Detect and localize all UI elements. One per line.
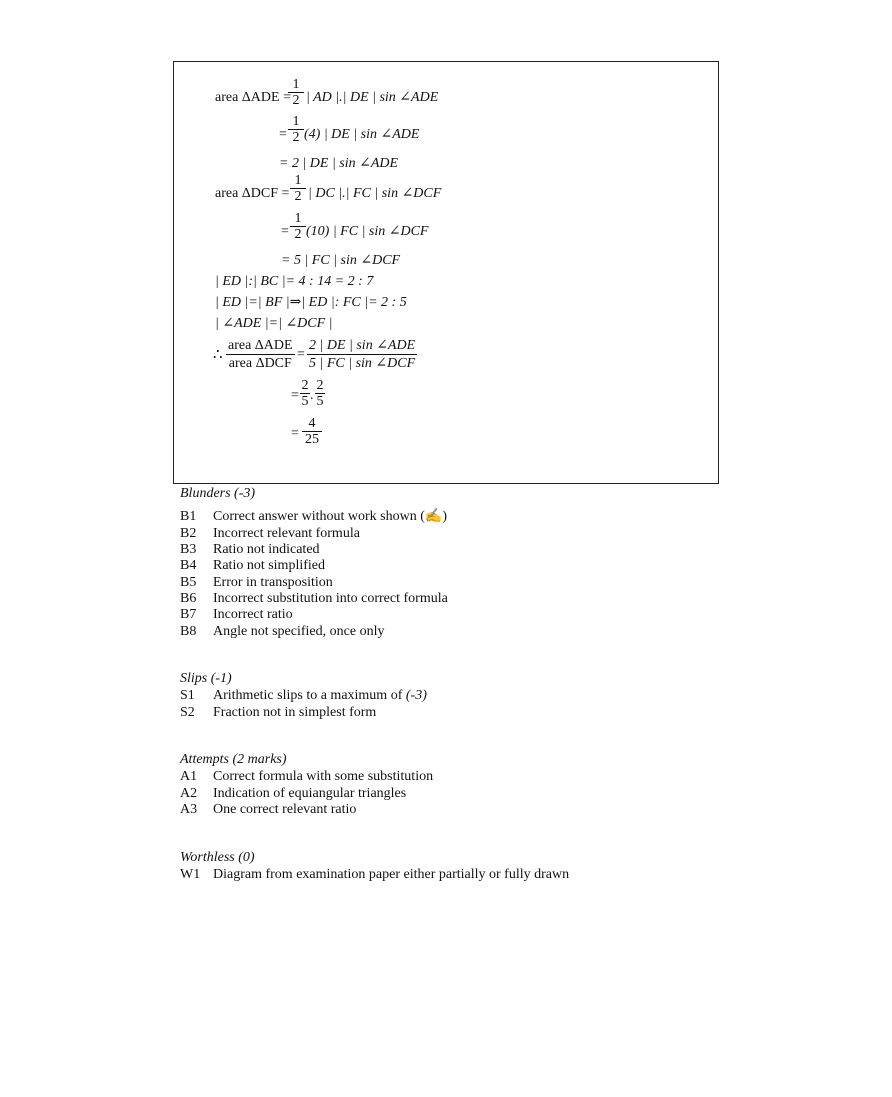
fraction-two-fifths xyxy=(300,378,310,409)
equals-sign: = xyxy=(297,347,305,362)
line-ratio-ed-fc: | ED |=| BF |⇒| ED |: FC |= 2 : 5 xyxy=(215,295,407,310)
item-text: Incorrect ratio xyxy=(213,607,293,622)
expression-ratio-den: 5 | FC | sin ∠DCF xyxy=(309,356,416,371)
line-area-dcf-rhs: | DC |.| FC | sin ∠DCF xyxy=(308,186,442,201)
item-code: B6 xyxy=(180,591,197,606)
equals-sign: = xyxy=(291,426,299,441)
line-equal-angles: | ∠ADE |=| ∠DCF | xyxy=(215,316,333,331)
list-item xyxy=(180,509,447,525)
item-text: Ratio not simplified xyxy=(213,558,325,573)
item-text: Fraction not in simplest form xyxy=(213,705,377,720)
list-item xyxy=(180,607,293,623)
equals-sign: = xyxy=(291,388,299,403)
area-ratio-fraction xyxy=(226,337,295,372)
fraction-den: 2 xyxy=(288,129,304,145)
list-item xyxy=(180,575,333,591)
fraction-four-25ths xyxy=(302,416,322,447)
line-3: = 2 | DE | sin ∠ADE xyxy=(279,156,399,171)
list-item xyxy=(180,769,433,785)
line-5-rhs: (10) | FC | sin ∠DCF xyxy=(306,224,429,239)
attempts-heading: Attempts (2 marks) xyxy=(180,752,287,767)
fraction-half xyxy=(288,77,304,108)
fraction-den: 2 xyxy=(290,226,306,242)
expression-ratio-num: 2 | DE | sin ∠ADE xyxy=(309,338,416,353)
item-code: W1 xyxy=(180,867,201,882)
item-code: A1 xyxy=(180,769,198,784)
item-text: One correct relevant ratio xyxy=(213,802,357,817)
item-code: B8 xyxy=(180,624,197,639)
item-code: A3 xyxy=(180,802,198,817)
fraction-den: 5 xyxy=(301,394,309,409)
item-code: B5 xyxy=(180,575,197,590)
list-item xyxy=(180,786,406,802)
item-code: B4 xyxy=(180,558,197,573)
fraction-half xyxy=(288,114,304,145)
area-ratio-den: area ΔDCF xyxy=(228,356,292,371)
multiply-dot: . xyxy=(310,388,314,403)
line-area-dcf-lhs: area ΔDCF = xyxy=(215,186,290,201)
worthless-heading: Worthless (0) xyxy=(180,850,255,865)
item-text: Incorrect substitution into correct formula xyxy=(213,591,448,606)
blunders-heading: Blunders (-3) xyxy=(180,486,256,501)
item-text: Indication of equiangular triangles xyxy=(213,786,407,801)
fraction-den: 5 xyxy=(316,394,324,409)
item-text: Angle not specified, once only xyxy=(213,624,385,639)
expression-ratio-fraction xyxy=(307,337,417,372)
slips-heading: Slips (-1) xyxy=(180,671,232,686)
fraction-num: 2 xyxy=(316,378,324,393)
item-text: Error in transposition xyxy=(213,575,333,590)
solution-box xyxy=(173,61,719,484)
item-code: B7 xyxy=(180,607,197,622)
item-text: Arithmetic slips to a maximum of xyxy=(213,688,406,703)
fraction-den: 25 xyxy=(302,431,322,447)
item-code: S1 xyxy=(180,688,195,703)
fraction-den: 2 xyxy=(290,188,306,204)
line-area-ade-rhs: | AD |.| DE | sin ∠ADE xyxy=(306,90,439,105)
list-item xyxy=(180,705,376,721)
line-ratio-ed-bc: | ED |:| BC |= 4 : 14 = 2 : 7 xyxy=(215,274,374,289)
fraction-half xyxy=(290,211,306,242)
list-item xyxy=(180,591,448,607)
item-code: B2 xyxy=(180,526,197,541)
item-text: Correct formula with some substitution xyxy=(213,769,434,784)
item-code: S2 xyxy=(180,705,195,720)
item-text: Ratio not indicated xyxy=(213,542,320,557)
therefore-symbol: ∴ xyxy=(213,347,223,363)
line-area-ade-lhs: area ΔADE = xyxy=(215,90,291,105)
equals-sign: = xyxy=(281,224,289,239)
fraction-num: 1 xyxy=(292,114,300,129)
line-2-rhs: (4) | DE | sin ∠ADE xyxy=(304,127,420,142)
list-item xyxy=(180,526,360,542)
fraction-den: 2 xyxy=(288,92,304,108)
list-item xyxy=(180,558,325,574)
list-item xyxy=(180,688,427,704)
list-item xyxy=(180,542,320,558)
item-text: Incorrect relevant formula xyxy=(213,526,360,541)
line-6: = 5 | FC | sin ∠DCF xyxy=(281,253,401,268)
item-code: B3 xyxy=(180,542,197,557)
fraction-num: 1 xyxy=(294,211,302,226)
fraction-num: 1 xyxy=(292,77,300,92)
fraction-num: 1 xyxy=(294,173,302,188)
area-ratio-num: area ΔADE xyxy=(228,338,293,353)
list-item xyxy=(180,624,384,640)
fraction-num: 2 xyxy=(301,378,309,393)
list-item xyxy=(180,867,569,883)
equals-sign: = xyxy=(279,127,287,142)
list-item xyxy=(180,802,356,818)
fraction-num: 4 xyxy=(308,416,316,431)
item-text: Correct answer without work shown (✍) xyxy=(213,509,447,524)
item-code: B1 xyxy=(180,509,197,524)
fraction-half xyxy=(290,173,306,204)
fraction-two-fifths xyxy=(315,378,325,409)
item-suffix: (-3) xyxy=(405,688,427,703)
item-text: Diagram from examination paper either partially or fully drawn xyxy=(213,867,570,882)
item-code: A2 xyxy=(180,786,198,801)
